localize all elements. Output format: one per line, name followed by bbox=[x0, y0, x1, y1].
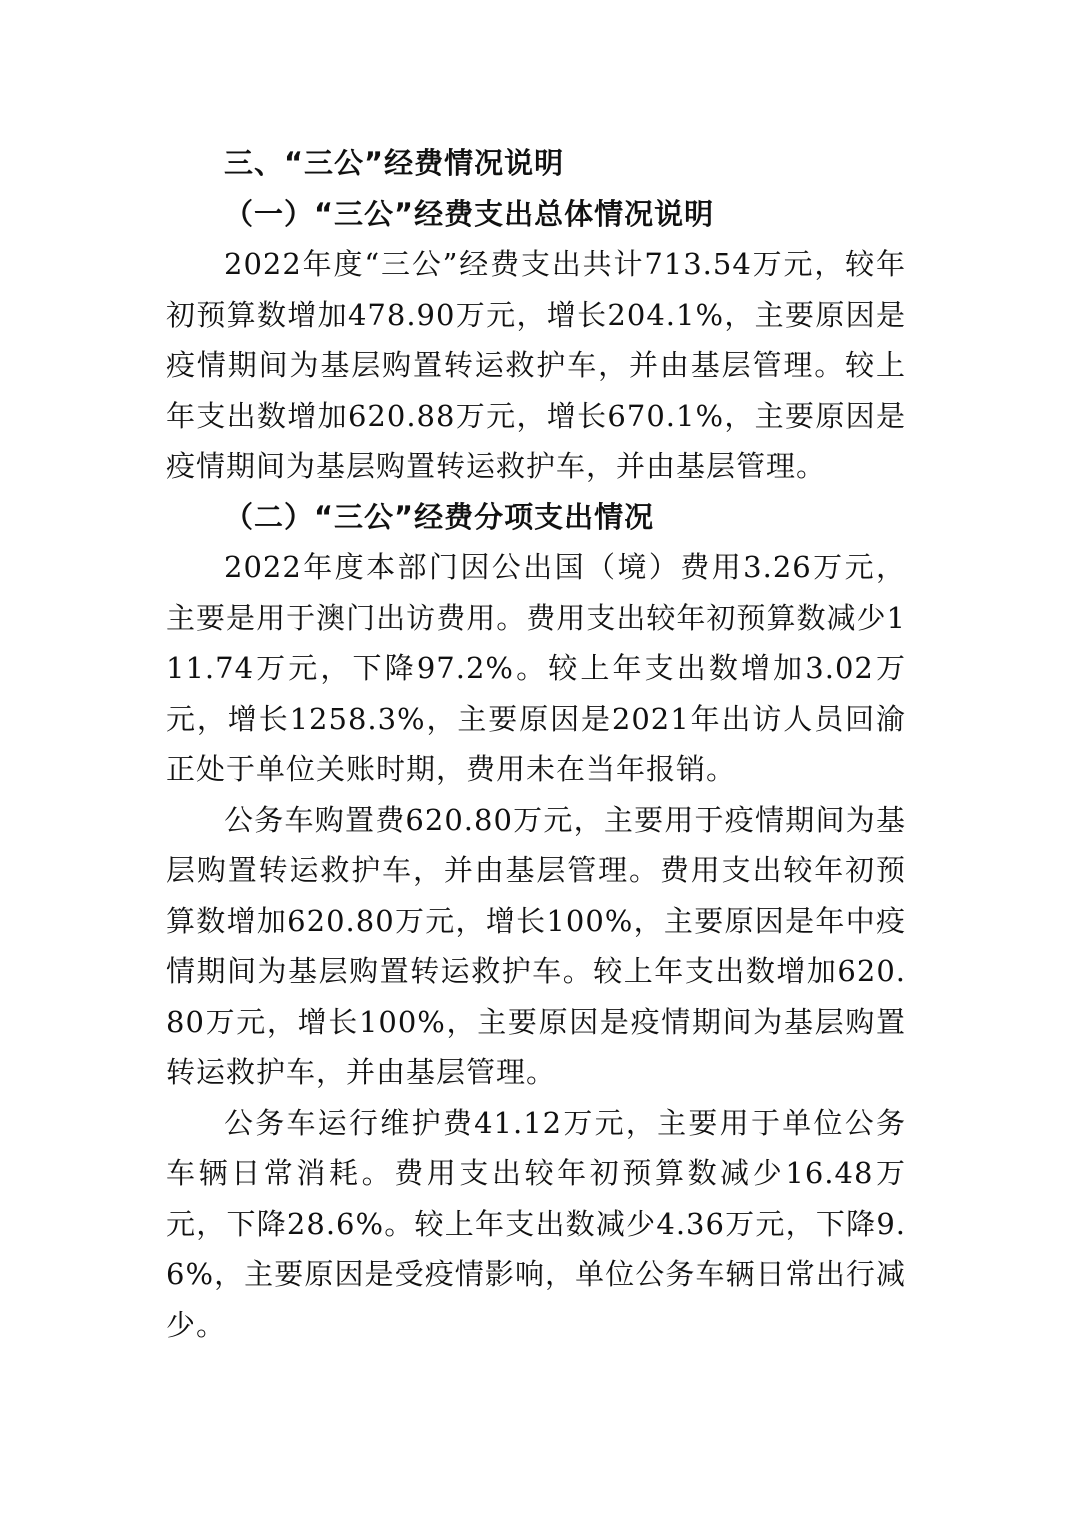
subsection-heading-itemized: （二）“三公”经费分项支出情况 bbox=[224, 499, 655, 534]
subsection-heading-overall: （一）“三公”经费支出总体情况说明 bbox=[224, 196, 715, 231]
paragraph-overseas-travel: 2022年度本部门因公出国（境）费用3.26万元，主要是用于澳门出访费用。费用支出较年初预算数减少111.74万元，下降97.2%。较上年支出数增加3.02万元，增长1258.3%，主要原因是2021年出访人员回渝正处于单位关账时期，费用未在当年报销。 bbox=[166, 550, 906, 786]
section-heading: 三、“三公”经费情况说明 bbox=[224, 146, 565, 180]
paragraph-vehicle-maintenance: 公务车运行维护费41.12万元，主要用于单位公务车辆日常消耗。费用支出较年初预算数减少16.48万元，下降28.6%。较上年支出数减少4.36万元，下降9.6%，主要原因是受疫情影响，单位公务车辆日常出行减少。 bbox=[166, 1105, 906, 1342]
paragraph-vehicle-purchase: 公务车购置费620.80万元，主要用于疫情期间为基层购置转运救护车，并由基层管理。费用支出较年初预算数增加620.80万元，增长100%，主要原因是年中疫情期间为基层购置转运救护车。较上年支出数增加620.80万元，增长100%，主要原因是疫情期间为基层购置转运救护车，并由基层管理。 bbox=[166, 802, 906, 1089]
paragraph-overall-spending: 2022年度“三公”经费支出共计713.54万元，较年初预算数增加478.90万元，增长204.1%，主要原因是疫情期间为基层购置转运救护车，并由基层管理。较上年支出数增加620.88万元，增长670.1%，主要原因是疫情期间为基层购置转运救护车，并由基层管理。 bbox=[166, 247, 906, 483]
document-body bbox=[166, 138, 906, 1350]
